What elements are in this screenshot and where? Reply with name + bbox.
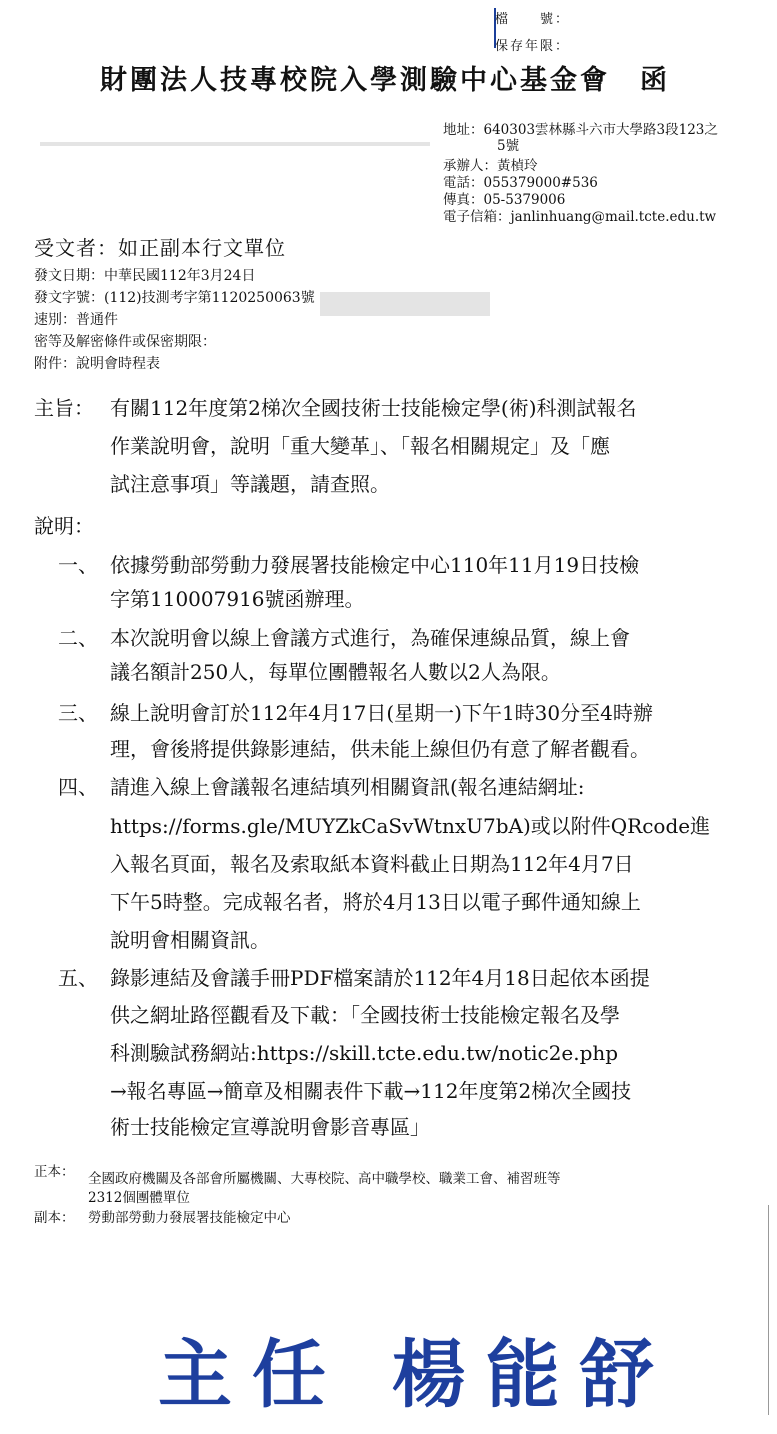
cc-copy-recipient: 勞動部勞動力發展署技能檢定中心 bbox=[88, 1210, 291, 1226]
address-line-2: 5號 bbox=[497, 138, 520, 154]
subject-label: 主旨： bbox=[34, 396, 94, 420]
item-line: 本次說明會以線上會議方式進行，為確保連線品質，線上會 bbox=[110, 626, 630, 650]
item-line: 請進入線上會議報名連結填列相關資訊(報名連結網址: bbox=[110, 775, 585, 799]
item-line: 依據勞動部勞動力發展署技能檢定中心110年11月19日技檢 bbox=[110, 553, 640, 577]
item-line: 科測驗試務網站:https://skill.tcte.edu.tw/notic2e.php bbox=[110, 1041, 619, 1065]
cc-main-label: 正本： bbox=[34, 1164, 75, 1180]
email: 電子信箱：janlinhuang@mail.tcte.edu.tw bbox=[443, 209, 717, 225]
item-line: 供之網址路徑觀看及下載：「全國技術士技能檢定報名及學 bbox=[110, 1003, 620, 1027]
attachment: 附件：說明會時程表 bbox=[34, 356, 160, 372]
fax: 傳真：05-5379006 bbox=[443, 192, 566, 208]
cc-main-recipients: 全國政府機關及各部會所屬機關、大專校院、高中職學校、職業工會、補習班等 bbox=[88, 1171, 561, 1187]
document-title: 財團法人技專校院入學測驗中心基金會 函 bbox=[100, 65, 670, 96]
item-number: 三、 bbox=[58, 701, 98, 725]
item-line: https://forms.gle/MUYZkCaSvWtnxU7bA)或以附件QRcode進 bbox=[110, 814, 711, 838]
item-line: 理，會後將提供錄影連結，供未能上線但仍有意了解者觀看。 bbox=[110, 737, 650, 761]
subject-line: 試注意事項」等議題，請查照。 bbox=[110, 472, 390, 496]
document-number: 發文字號：(112)技測考字第1120250063號 bbox=[34, 290, 315, 306]
issue-date: 發文日期：中華民國112年3月24日 bbox=[34, 268, 256, 284]
item-line: 議名額計250人，每單位團體報名人數以2人為限。 bbox=[110, 660, 561, 684]
item-line: 說明會相關資訊。 bbox=[110, 928, 270, 952]
handler: 承辦人：黃楨玲 bbox=[443, 158, 538, 174]
cc-copy-label: 副本： bbox=[34, 1210, 75, 1226]
delivery-speed: 速別：普通件 bbox=[34, 312, 118, 328]
cc-main-recipients-count: 2312個團體單位 bbox=[88, 1190, 190, 1206]
file-number-label: 檔 號： bbox=[495, 12, 571, 27]
subject-line: 作業說明會，說明「重大變革」、「報名相關規定」及「應 bbox=[110, 434, 610, 458]
item-number: 五、 bbox=[58, 966, 98, 990]
bleed-through-mark bbox=[320, 292, 490, 316]
item-number: 二、 bbox=[58, 626, 98, 650]
item-line: 錄影連結及會議手冊PDF檔案請於112年4月18日起依本函提 bbox=[110, 966, 650, 990]
bleed-through-mark bbox=[40, 142, 430, 146]
secrecy-level: 密等及解密條件或保密期限： bbox=[34, 334, 216, 350]
item-line: 入報名頁面，報名及索取紙本資料截止日期為112年4月7日 bbox=[110, 852, 634, 876]
item-line: 字第110007916號函辦理。 bbox=[110, 587, 365, 611]
explanation-label: 說明： bbox=[34, 514, 94, 538]
item-line: 下午5時整。完成報名者，將於4月13日以電子郵件通知線上 bbox=[110, 890, 641, 914]
item-number: 一、 bbox=[58, 553, 98, 577]
item-line: →報名專區→簡章及相關表件下載→112年度第2梯次全國技 bbox=[110, 1079, 632, 1103]
subject-line: 有關112年度第2梯次全國技術士技能檢定學(術)科測試報名 bbox=[110, 396, 637, 420]
item-line: 術士技能檢定宣導說明會影音專區」 bbox=[110, 1115, 430, 1139]
scan-edge-line bbox=[768, 1205, 769, 1415]
phone: 電話：055379000#536 bbox=[443, 175, 598, 191]
recipient: 受文者：如正副本行文單位 bbox=[34, 236, 286, 260]
signature-stamp: 主任 楊能舒 bbox=[158, 1332, 674, 1418]
item-number: 四、 bbox=[58, 775, 98, 799]
item-line: 線上說明會訂於112年4月17日(星期一)下午1時30分至4時辦 bbox=[110, 701, 653, 725]
address-line-1: 地址：640303雲林縣斗六市大學路3段123之 bbox=[443, 122, 718, 138]
retention-label: 保存年限： bbox=[495, 39, 571, 54]
